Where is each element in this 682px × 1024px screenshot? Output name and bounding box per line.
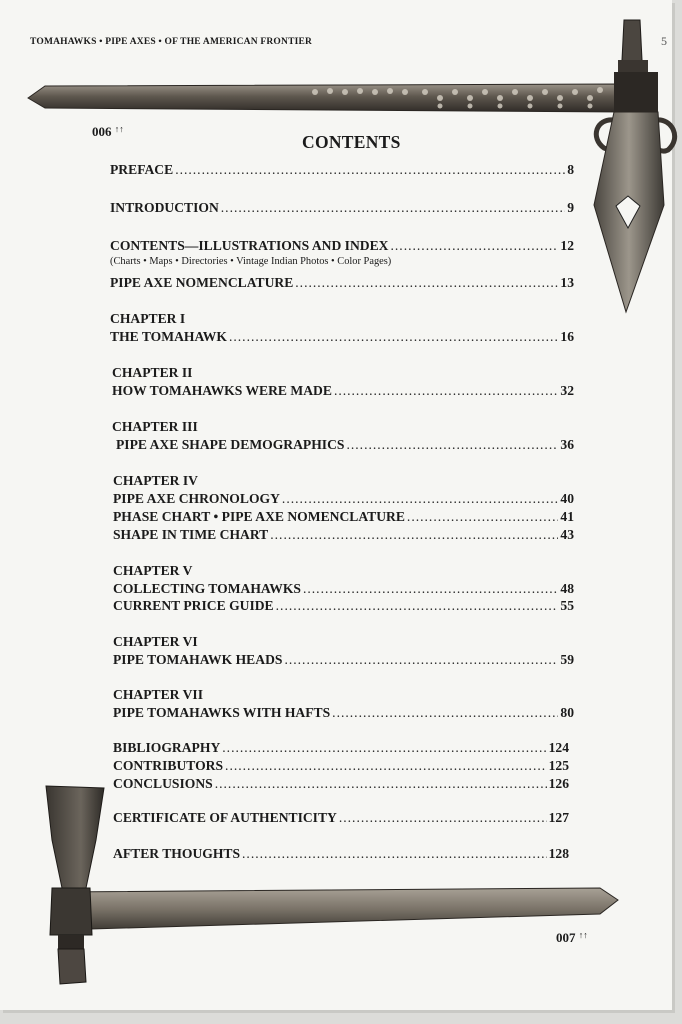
marker-bottom xyxy=(556,930,588,946)
toc-label: CONTRIBUTORS xyxy=(113,758,224,773)
toc-entry-contents-illustrations[interactable] xyxy=(110,238,574,256)
toc-entry-price-guide[interactable] xyxy=(113,598,574,616)
toc-entry-collecting[interactable] xyxy=(113,581,574,599)
dot-leader xyxy=(282,491,558,507)
toc-label: COLLECTING TOMAHAWKS xyxy=(113,581,301,596)
chapter-heading: CHAPTER I xyxy=(110,311,186,326)
toc-entry-certificate[interactable] xyxy=(113,810,569,828)
marker-bottom-code: 007 xyxy=(556,930,576,945)
toc-page: 12 xyxy=(560,238,574,253)
toc-page: 13 xyxy=(560,275,574,290)
toc-label: PIPE TOMAHAWKS WITH HAFTS xyxy=(113,705,331,720)
toc-page: 127 xyxy=(548,810,569,825)
toc-page: 124 xyxy=(548,740,569,755)
toc-label: PIPE AXE SHAPE DEMOGRAPHICS xyxy=(116,437,345,452)
chapter-heading: CHAPTER III xyxy=(112,419,198,434)
toc-entry-conclusions[interactable] xyxy=(113,776,569,794)
toc-label: THE TOMAHAWK xyxy=(110,329,227,344)
contents-title: CONTENTS xyxy=(302,132,401,152)
toc-entry-contributors[interactable] xyxy=(113,758,569,776)
toc-page: 128 xyxy=(548,846,569,861)
toc-page: 9 xyxy=(567,200,574,215)
dot-leader xyxy=(215,776,547,792)
toc-entry-nomenclature[interactable] xyxy=(110,275,574,293)
toc-page: 43 xyxy=(560,527,574,542)
toc-label: HOW TOMAHAWKS WERE MADE xyxy=(112,383,332,398)
toc-page: 48 xyxy=(560,581,574,596)
toc-entry-chronology[interactable] xyxy=(113,491,574,509)
toc-entry-how-made[interactable] xyxy=(112,383,574,401)
toc-entry-preface[interactable] xyxy=(110,162,574,180)
toc-label: PHASE CHART • PIPE AXE NOMENCLATURE xyxy=(113,509,405,524)
toc-label: INTRODUCTION xyxy=(110,200,219,215)
dot-leader xyxy=(270,527,558,543)
dot-leader xyxy=(407,509,558,525)
toc-label: CONCLUSIONS xyxy=(113,776,213,791)
toc-label: PIPE AXE CHRONOLOGY xyxy=(113,491,280,506)
toc-entry-shape-in-time[interactable] xyxy=(113,527,574,545)
marker-bottom-arrows: ↑↑ xyxy=(578,930,588,940)
toc-label: PREFACE xyxy=(110,162,174,177)
toc-page: 55 xyxy=(560,598,574,613)
toc-entry-the-tomahawk[interactable] xyxy=(110,329,574,347)
toc-page: 126 xyxy=(548,776,569,791)
toc-page: 80 xyxy=(560,705,574,720)
toc-entry-heads[interactable] xyxy=(113,652,574,670)
toc-page: 36 xyxy=(560,437,574,452)
toc-label: SHAPE IN TIME CHART xyxy=(113,527,269,542)
dot-leader xyxy=(303,581,558,597)
chapter-heading: CHAPTER VII xyxy=(113,687,204,702)
toc-page: 16 xyxy=(560,329,574,344)
dot-leader xyxy=(276,598,559,614)
dot-leader xyxy=(284,652,558,668)
chapter-heading: CHAPTER VI xyxy=(113,634,198,649)
toc-entry-after-thoughts[interactable] xyxy=(113,846,569,864)
marker-top-arrows: ↑↑ xyxy=(114,124,124,134)
toc-entry-bibliography[interactable] xyxy=(113,740,569,758)
dot-leader xyxy=(222,740,546,756)
toc-label: AFTER THOUGHTS xyxy=(113,846,241,861)
running-head: TOMAHAWKS • PIPE AXES • OF THE AMERICAN FRONTIER xyxy=(30,37,313,47)
toc-label: CURRENT PRICE GUIDE xyxy=(113,598,274,613)
toc-label: BIBLIOGRAPHY xyxy=(113,740,221,755)
toc-label: CONTENTS—ILLUSTRATIONS AND INDEX xyxy=(110,238,389,253)
chapter-heading: CHAPTER IV xyxy=(113,473,198,488)
marker-top xyxy=(92,124,124,140)
toc-subnote: (Charts • Maps • Directories • Vintage Indian Photos • Color Pages) xyxy=(110,256,392,267)
page-number: 5 xyxy=(661,34,667,48)
toc-page: 125 xyxy=(548,758,569,773)
chapter-heading: CHAPTER V xyxy=(113,563,193,578)
dot-leader xyxy=(391,238,559,254)
toc-page: 41 xyxy=(560,509,574,524)
toc-page: 8 xyxy=(567,162,574,177)
toc-page: 59 xyxy=(560,652,574,667)
toc-label: CERTIFICATE OF AUTHENTICITY xyxy=(113,810,337,825)
marker-top-code: 006 xyxy=(92,124,112,139)
toc-entry-with-hafts[interactable] xyxy=(113,705,574,723)
dot-leader xyxy=(346,437,558,453)
toc-page: 32 xyxy=(560,383,574,398)
dot-leader xyxy=(332,705,558,721)
dot-leader xyxy=(334,383,558,399)
dot-leader xyxy=(221,200,565,216)
dot-leader xyxy=(175,162,565,178)
toc-label: PIPE TOMAHAWK HEADS xyxy=(113,652,283,667)
dot-leader xyxy=(229,329,558,345)
toc-entry-shape-demographics[interactable] xyxy=(116,437,574,455)
chapter-heading: CHAPTER II xyxy=(112,365,193,380)
dot-leader xyxy=(225,758,547,774)
dot-leader xyxy=(242,846,547,862)
toc-entry-introduction[interactable] xyxy=(110,200,574,218)
toc-page: 40 xyxy=(560,491,574,506)
dot-leader xyxy=(295,275,558,291)
toc-entry-phase-chart[interactable] xyxy=(113,509,574,527)
toc-label: PIPE AXE NOMENCLATURE xyxy=(110,275,294,290)
dot-leader xyxy=(339,810,547,826)
